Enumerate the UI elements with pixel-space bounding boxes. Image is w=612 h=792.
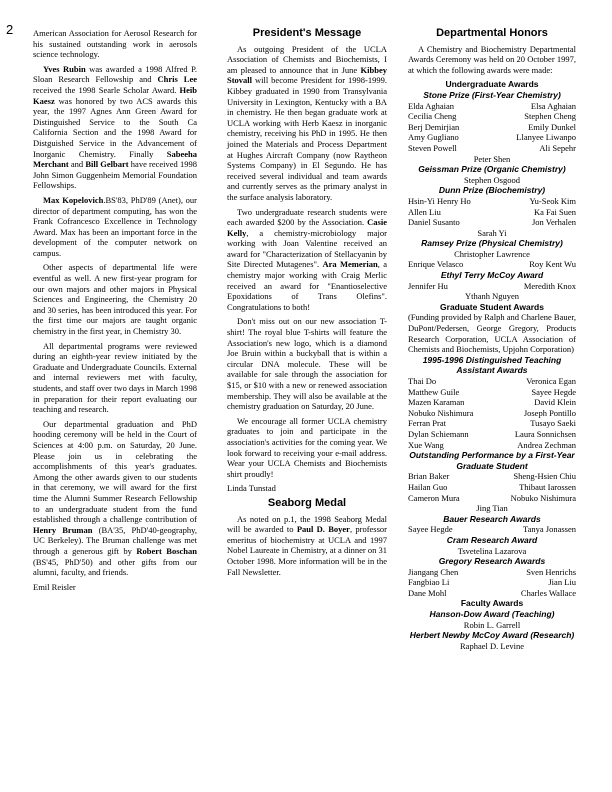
paragraph: Max Kopelovich.BS'83, PhD'89 (Anet), our director of department computing, has won the Frank Cofrancesco Excellence in Technology Award. Max has been an important force in the development of the computer network on campus. xyxy=(33,194,197,258)
presidents-message-body xyxy=(227,44,387,480)
recipient-name: Amy Gugliano xyxy=(408,132,459,143)
award-title: Stone Prize (First-Year Chemistry) xyxy=(423,89,561,100)
recipient-name: Andrea Zechman xyxy=(517,439,576,450)
recipient-name: Sheng-Hsien Chiu xyxy=(513,471,576,482)
recipient-name: Hsin-Yi Henry Ho xyxy=(408,195,471,206)
recipient-name: Cameron Mura xyxy=(408,492,460,503)
recipient-row xyxy=(408,259,576,270)
recipient-row xyxy=(408,408,576,419)
highlighted-name: Heib Kaesz xyxy=(33,84,197,106)
signature: Linda Tunstad xyxy=(227,483,276,494)
award-title: Bauer Research Awards xyxy=(443,513,541,524)
recipient-row xyxy=(408,143,576,154)
highlighted-name: Max Kopelovich xyxy=(43,194,104,205)
award-title: Herbert Newby McCoy Award (Research) xyxy=(409,630,575,641)
paragraph: Yves Rubin was awarded a 1998 Alfred P. Sloan Research Fellowship and Chris Lee received the 1998 Searle Scholar Award. Heib Kaesz was honored by two ACS awards this year, the 1997 Agnes Ann Green Award for Distinguished Service to the South Ca California Section and the 1998 Award for Distguished Service in the Advancement of Inorganic Chemistry. Finally Sabeeha Merchant and Bill Gelbart have received 1998 John Simon Guggenheim Memorial Foundation Fellowships. xyxy=(33,63,197,191)
award-title: Ramsey Prize (Physical Chemistry) xyxy=(421,238,563,249)
page-number: 2 xyxy=(6,22,14,37)
recipient-name: Stephen Cheng xyxy=(524,111,576,122)
recipient-name: Xue Wang xyxy=(408,439,444,450)
recipient-name: Nobuko Nishimura xyxy=(510,492,576,503)
recipient-name: Sarah Yi xyxy=(477,227,507,238)
highlighted-name: Ara Memerian xyxy=(322,259,378,270)
award-category-heading: Graduate Student Awards xyxy=(440,301,544,312)
departmental-honors-heading: Departmental Honors xyxy=(436,27,548,39)
recipient-name: Ferran Prat xyxy=(408,418,447,429)
recipient-name: Elsa Aghaian xyxy=(530,100,576,111)
paragraph: Two undergraduate research students were each awarded $200 by the Association. Casie Kelly, a chemistry-microbiology major working with Joan Valentine received an award for "Characterization of Stellacyanin by Site Directed Mutagenes". Ara Memerian, a chemistry major working with Craig Merlic received an award for "Enantioselective Epoxidations of Trans Olefins". Congratulations to both! xyxy=(227,206,387,312)
recipient-name: Raphael D. Levine xyxy=(460,640,524,651)
recipient-row xyxy=(408,207,576,218)
recipient-name: Joseph Pontillo xyxy=(523,407,576,418)
recipient-row xyxy=(408,196,576,207)
column-right xyxy=(408,28,576,651)
highlighted-name: Henry Bruman xyxy=(33,524,93,535)
recipient-row xyxy=(408,471,576,482)
paragraph: We encourage all former UCLA chemistry graduates to join and participate in the association's activities for the coming year. We look forward to receiving your e-mail address. Wear your UCLA Chemists and Biochemists shirt proudly! xyxy=(227,415,387,479)
recipient-name: Jing Tian xyxy=(476,503,508,514)
article-body xyxy=(33,28,197,578)
awards-list xyxy=(408,79,576,651)
column-left xyxy=(33,28,197,596)
recipient-name: Veronica Egan xyxy=(526,376,576,386)
recipient-name: Enrique Velasco xyxy=(408,259,464,270)
recipient-row xyxy=(408,281,576,292)
recipient-name: Mazen Karaman xyxy=(408,397,465,408)
recipient-row xyxy=(408,397,576,408)
recipient-row xyxy=(408,111,576,122)
recipient-name: Tanya Jonassen xyxy=(523,524,576,535)
recipient-name: Daniel Susanto xyxy=(408,217,460,228)
recipient-row xyxy=(408,387,576,398)
recipient-name: Hailan Guo xyxy=(408,481,448,492)
award-title: Geissman Prize (Organic Chemistry) xyxy=(418,164,566,175)
award-title: Ethyl Terry McCoy Award xyxy=(440,270,544,281)
paragraph: As outgoing President of the UCLA Association of Chemists and Biochemists, I am pleased to announce that in June Kibbey Stovall will become President for 1998-1999. Kibbey graduated in 1990 from Transylvania University in Lexington, Kentucky with a BA in chemistry. He then began graduate work at UCLA working with Herb Kaesz in inorganic chemistry, receiving his PhD in 1995. He then joined the Materials and Process Department at Hughes Aircraft Company (now Raytheon Systems Company) in El Segundo. He has received several individual and team awards and currently serves as the primary analyst in the surface analysis laboratory. xyxy=(227,43,387,202)
highlighted-name: Kibbey Stovall xyxy=(227,64,387,86)
highlighted-name: Casie Kelly xyxy=(227,217,387,238)
recipient-name: Elda Aghaian xyxy=(408,100,455,111)
funding-note: (Funding provided by Ralph and Charlene Bauer, DuPont/Pedersen, George Gregory, Products Research Corporation, UCLA Association of Chemists and Biochemists, Upjohn Corporation) xyxy=(408,312,576,355)
highlighted-name: Sabeeha Merchant xyxy=(33,148,197,170)
highlighted-name: Yves Rubin xyxy=(43,63,86,74)
recipient-name: Robin L. Garrell xyxy=(463,619,521,630)
recipient-row xyxy=(408,482,576,493)
recipient-name: Ythanh Nguyen xyxy=(464,291,520,302)
recipient-name: Charles Wallace xyxy=(520,587,576,598)
paragraph: Other aspects of departmental life were eventful as well. A new first-year program for our own majors and other majors in Physical Sciences and Engineering, the Chemistry 20 and 30 series, has been introduced this year. For the first time our majors are taught organic chemistry in the first year, in Chemistry 30. xyxy=(33,262,197,337)
recipient-name: David Klein xyxy=(534,397,576,408)
recipient-row xyxy=(408,217,576,228)
recipient-name: Thibaut Iarossen xyxy=(519,481,576,492)
recipient-name: Tsvetelina Lazarova xyxy=(457,545,527,556)
recipient-name: Stephen Osgood xyxy=(464,174,520,185)
recipient-name: Tusayo Saeki xyxy=(530,418,576,429)
recipient-name: Emily Dunkel xyxy=(528,121,576,132)
recipient-row xyxy=(408,418,576,429)
award-category-heading: Undergraduate Awards xyxy=(445,79,539,90)
recipient-name: Jiangang Chen xyxy=(408,566,459,577)
honors-intro: A Chemistry and Biochemistry Departmental Awards Ceremony was held on 20 October 1997, at which the following awards were made: xyxy=(408,43,576,75)
highlighted-name: Robert Boschan xyxy=(136,545,198,556)
recipient-row xyxy=(408,132,576,143)
award-category-heading: Faculty Awards xyxy=(460,598,524,609)
highlighted-name: Chris Lee xyxy=(157,74,197,85)
signature: Emil Reisler xyxy=(33,581,76,592)
recipient-row xyxy=(408,493,576,504)
recipient-name: Peter Shen xyxy=(473,153,511,164)
highlighted-name: Paul D. Boyer xyxy=(296,524,350,535)
recipient-name: Jennifer Hu xyxy=(408,280,448,291)
recipient-name: Sven Henrichs xyxy=(526,566,576,577)
recipient-name: Ka Fai Suen xyxy=(533,206,576,217)
recipient-name: Matthew Guile xyxy=(408,386,460,397)
recipient-name: Meredith Knox xyxy=(523,280,576,291)
recipient-row xyxy=(408,122,576,133)
recipient-row xyxy=(408,429,576,440)
award-title: Gregory Research Awards xyxy=(438,556,546,567)
recipient-row xyxy=(408,101,576,112)
recipient-row xyxy=(408,440,576,451)
award-title: Hanson-Dow Award (Teaching) xyxy=(429,609,555,620)
highlighted-name: Bill Gelbart xyxy=(85,159,129,170)
paragraph: All departmental programs were reviewed during an eighth-year review initiated by the Graduate and Undergraduate Councils. External and internal reviewers met with faculty, students, and staff over two days in March 1998 in preparation for their report evaluating our teaching and research. xyxy=(33,340,197,415)
award-title: Cram Research Award xyxy=(446,534,538,545)
recipient-name: Cecilia Cheng xyxy=(408,111,457,122)
paragraph: Our departmental graduation and PhD hooding ceremony will be held in the Court of Sciences at 4:00 p.m. on Saturday, 20 June. Please join us in celebrating the accomplishments of this year's graduates. Among the other awards given to our students in that ceremony, we will award for the first time the Alumni Summer Research Fellowship to an undergraduate student from the fund established through a challenge contribution of Henry Bruman (BA'35, PhD'40-geography, UC Berkeley). The Bruman challenge was met through a generous gift by Robert Boschan (BS'45, PhD'50) and other gifts from our alumni, faculty, and friends. xyxy=(33,418,198,578)
award-title: Dunn Prize (Biochemistry) xyxy=(438,185,546,196)
recipient-name: Dane Mohl xyxy=(408,587,447,598)
recipient-row xyxy=(408,376,576,387)
paragraph: Don't miss out on our new association T-shirt! The royal blue T-shirts will feature the Association's new logo, which is a diamond Joe Bruin within a buckyball that is within a circular DNA molecule. These will be available for sale through the association for $15, or $10 with a new or renewed association membership. They will also be available at the chemistry graduation on Saturday, 20 June. xyxy=(227,316,387,412)
paragraph: American Association for Aerosol Research for his sustained outstanding work in aerosols science technology. xyxy=(33,28,197,60)
recipient-name: Nobuko Nishimura xyxy=(408,407,474,418)
recipient-name: Laura Sonnichsen xyxy=(514,428,576,439)
recipient-name: Dylan Schiemann xyxy=(408,428,469,439)
recipient-name: Fangbiao Li xyxy=(408,577,450,588)
recipient-name: Sayee Hegde xyxy=(531,386,576,397)
recipient-name: Ali Sepehr xyxy=(539,142,576,153)
award-title: 1995-1996 Distinguished Teaching Assistant Awards xyxy=(422,354,562,376)
column-middle xyxy=(227,28,387,581)
recipient-row xyxy=(408,577,576,588)
award-title: Outstanding Performance by a First-Year Graduate Student xyxy=(409,450,575,471)
recipient-row xyxy=(408,588,576,599)
seaborg-medal-body xyxy=(227,514,387,578)
recipient-name: Allen Liu xyxy=(408,206,441,217)
recipient-name: Jian Liu xyxy=(548,577,576,588)
recipient-name: Jon Verhalen xyxy=(532,217,576,228)
recipient-name: Yu-Seok Kim xyxy=(529,195,576,206)
recipient-name: Brian Baker xyxy=(408,471,450,482)
recipient-name: Berj Demirjian xyxy=(408,121,460,132)
seaborg-medal-heading: Seaborg Medal xyxy=(267,496,347,509)
recipient-name: Llanyee Liwanpo xyxy=(516,132,576,143)
recipient-name: Thai Do xyxy=(408,376,437,386)
recipient-name: Sayee Hegde xyxy=(408,524,453,535)
recipient-name: Roy Kent Wu xyxy=(529,259,576,270)
recipient-name: Christopher Lawrence xyxy=(454,248,530,259)
recipient-row xyxy=(408,567,576,578)
recipient-name: Steven Powell xyxy=(408,142,457,153)
presidents-message-heading: President's Message xyxy=(252,27,362,39)
paragraph: As noted on p.1, the 1998 Seaborg Medal will be awarded to Paul D. Boyer, professor emeritus of biochemistry at UCLA and 1997 Nobel Laureate in Chemistry, at a dinner on 31 October 1998. More information will be in the Fall Newsletter. xyxy=(227,513,387,577)
recipient-row xyxy=(408,524,576,535)
